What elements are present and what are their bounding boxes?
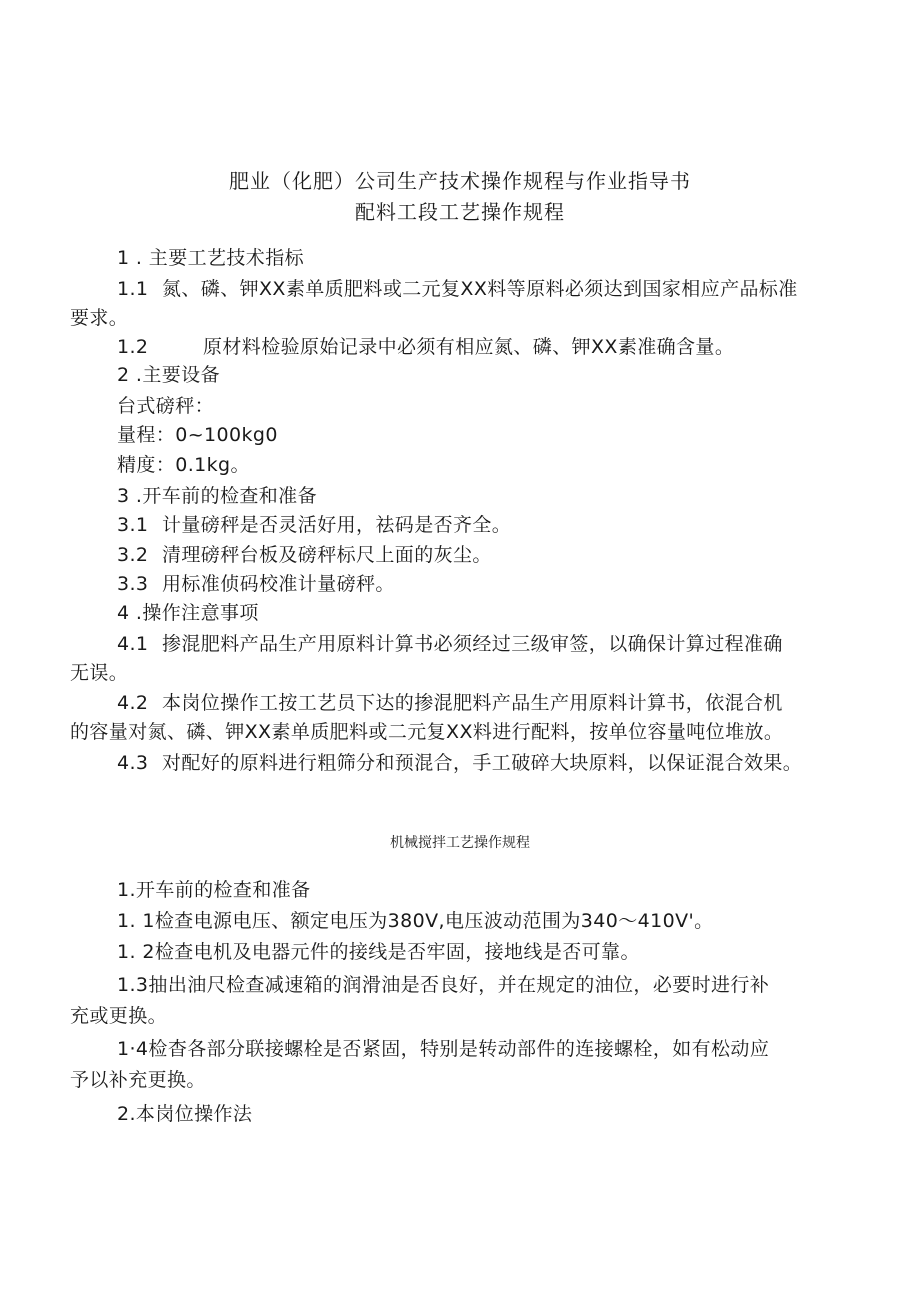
- part2-item-1-1: 1. 1检查电源电压、额定电压为380V,电压波动范围为340〜410V'。: [117, 910, 714, 932]
- item-1-2-text: 原材料检验原始记录中必须有相应氮、磷、钾XX素准确含量。: [203, 336, 735, 358]
- item-4-2-number: 4.2: [117, 692, 149, 714]
- section1-heading: 1 . 主要工艺技术指标: [117, 247, 305, 269]
- part2-item-1-4: 1·4检杳各部分联接螺栓是否紧固，特别是转动部件的连接螺栓，如有松动应: [117, 1038, 770, 1060]
- item-3-3-text: 用标准侦码校准计量磅秤。: [162, 573, 395, 595]
- document-title: 肥业（化肥）公司生产技术操作规程与作业指导书: [229, 169, 691, 193]
- part2-item-1-3-continued: 充或更换。: [70, 1005, 168, 1027]
- item-1-1-text-continued: 要求。: [70, 307, 129, 329]
- equipment-name: 台式磅秤：: [117, 395, 215, 417]
- item-3-3-number: 3.3: [117, 573, 149, 595]
- equipment-range: 量程：0~100kg0: [117, 424, 278, 446]
- section4-heading: 4 .操作注意事项: [117, 602, 259, 624]
- item-4-1-text-continued: 无误。: [70, 662, 129, 684]
- item-4-1-text: 掺混肥料产品生产用原料计算书必须经过三级审签，以确保计算过程准确: [162, 633, 783, 655]
- item-1-1-text: 氮、磷、钾XX素单质肥料或二元复XX料等原料必须达到国家相应产品标准: [162, 278, 798, 300]
- item-4-2-text: 本岗位操作工按工艺员下达的掺混肥料产品生产用原料计算书，依混合机: [162, 692, 783, 714]
- item-1-1-number: 1.1: [117, 278, 149, 300]
- item-3-1-text: 计量磅秤是否灵活好用，祛码是否齐全。: [162, 514, 512, 536]
- part2-subtitle: 机械搅拌工艺操作规程: [390, 835, 530, 851]
- part2-heading-2: 2.本岗位操作法: [117, 1103, 253, 1125]
- section2-heading: 2 .主要设备: [117, 364, 220, 386]
- part2-item-1-3: 1.3抽出油尺检查减速箱的润滑油是否良好，并在规定的油位，必要时进行补: [117, 974, 770, 996]
- item-4-2-text-continued: 的容量对氮、磷、钾XX素单质肥料或二元复XX料进行配料，按单位容量吨位堆放。: [70, 721, 784, 743]
- item-4-3-number: 4.3: [117, 752, 149, 774]
- section3-heading: 3 .开车前的检查和准备: [117, 485, 317, 507]
- part2-item-1-4-continued: 予以补充更换。: [70, 1069, 206, 1091]
- item-4-3-text: 对配好的原料进行粗筛分和预混合，手工破碎大块原料，以保证混合效果。: [162, 752, 803, 774]
- equipment-precision: 精度：0.1kg。: [117, 454, 250, 476]
- item-3-1-number: 3.1: [117, 514, 149, 536]
- item-4-1-number: 4.1: [117, 633, 149, 655]
- item-1-2-number: 1.2: [117, 336, 149, 358]
- document-subtitle: 配料工段工艺操作规程: [355, 200, 565, 224]
- item-3-2-text: 清理磅秤台板及磅秤标尺上面的灰尘。: [162, 544, 492, 566]
- part2-heading-1: 1.开车前的检查和准备: [117, 879, 311, 901]
- item-3-2-number: 3.2: [117, 544, 149, 566]
- part2-item-1-2: 1. 2检查电机及电器元件的接线是否牢固，接地线是否可靠。: [117, 941, 640, 963]
